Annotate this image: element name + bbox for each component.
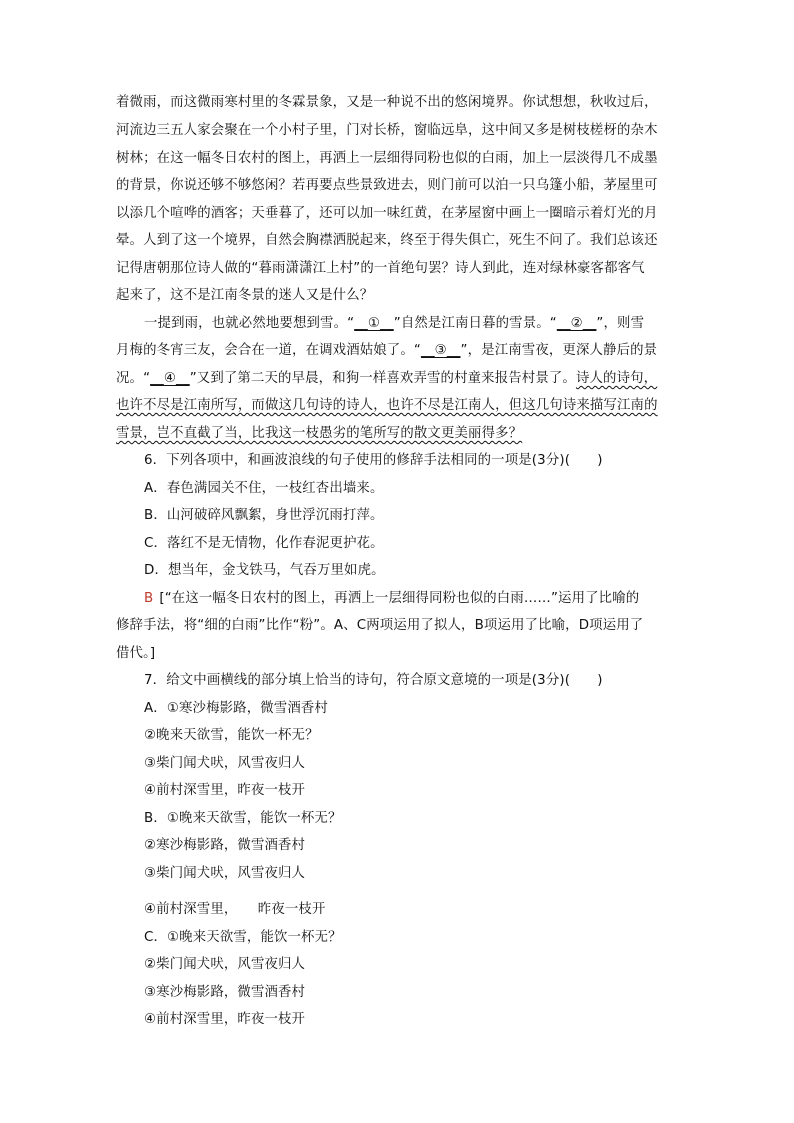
- wavy-underlined-sentence: 也许不尽是江南所写，而做这几句诗的诗人，也许不尽是江南人，但这几句诗来描写江南的: [116, 398, 658, 413]
- passage-line: 记得唐朝那位诗人做的“暮雨潇潇江上村”的一首绝句罢？诗人到此，连对绿林豪客都客气: [116, 261, 645, 276]
- passage-line: 晕。人到了这一个境界，自然会胸襟洒脱起来，终至于得失俱亡，死生不问了。我们总该还: [116, 233, 658, 248]
- blank-2: __②__: [556, 316, 597, 331]
- q7-option-line: ③柴门闻犬吠，风雪夜归人: [144, 756, 306, 771]
- passage-line: 起来了，这不是江南冬景的迷人又是什么？: [116, 288, 374, 303]
- blank-3: __③__: [420, 343, 461, 358]
- q7-option-line: ②晚来天欲雪，能饮一杯无？: [144, 728, 319, 743]
- answer-explanation: 借代。]: [116, 646, 156, 661]
- passage-line: 以添几个喧哗的酒客；天垂暮了，还可以加一味红黄，在茅屋窗中画上一圈暗示着灯光的月: [116, 206, 658, 221]
- q7-option-line: ②寒沙梅影路，微雪酒香村: [144, 838, 306, 853]
- blank-1: __①__: [354, 316, 394, 331]
- answer-explanation: B [“在这一幅冬日农村的图上，再洒上一层细得同粉也似的白雨……”运用了比喻的: [144, 591, 640, 606]
- passage-line: 着微雨，而这微雨寒村里的冬霖景象，又是一种说不出的悠闲境界。你试想想，秋收过后，: [116, 95, 658, 110]
- answer-explanation: 修辞手法，将“细的白雨”比作“粉”。A、C两项运用了拟人，B项运用了比喻，D项运用了: [116, 618, 644, 633]
- passage-line: 一提到雨，也就必然地要想到雪。“__①__”自然是江南日暮的雪景。“__②__”，则雪: [144, 316, 645, 331]
- answer-letter: B: [144, 591, 154, 606]
- option-b: B．山河破碎风飘絮，身世浮沉雨打萍。: [144, 508, 384, 523]
- q7-option-line: ④前村深雪里， 昨夜一枝开: [144, 902, 326, 917]
- question-6-stem: 6．下列各项中，和画波浪线的句子使用的修辞手法相同的一项是(3分)( ): [144, 453, 603, 468]
- wavy-underlined-sentence: 诗人的诗句，: [575, 371, 658, 386]
- q7-option-line: ③寒沙梅影路，微雪酒香村: [144, 985, 306, 1000]
- option-c: C．落红不是无情物，化作春泥更护花。: [144, 536, 384, 551]
- passage-line: 的背景，你说还够不够悠闲？若再要点些景致进去，则门前可以泊一只乌篷小船，茅屋里可: [116, 178, 658, 193]
- passage-line: 况。“__④__”又到了第二天的早晨，和狗一样喜欢弄雪的村童来报告村景了。诗人的诗句，: [116, 371, 658, 386]
- q7-option-line: ④前村深雪里，昨夜一枝开: [144, 783, 306, 798]
- wavy-underlined-sentence: 雪景，岂不直截了当，比我这一枝愚劣的笔所写的散文更美丽得多？: [116, 426, 523, 441]
- q7-option-line: B．①晚来天欲雪，能饮一杯无？: [144, 811, 342, 826]
- passage-line: 树林；在这一幅冬日农村的图上，再洒上一层细得同粉也似的白雨，加上一层淡得几不成墨: [116, 151, 658, 166]
- option-d: D．想当年，金戈铁马，气吞万里如虎。: [144, 563, 385, 578]
- passage-line: 河流边三五人家会聚在一个小村子里，门对长桥，窗临远阜，这中间又多是树枝槎枒的杂木: [116, 123, 658, 138]
- question-7-stem: 7．给文中画横线的部分填上恰当的诗句，符合原文意境的一项是(3分)( ): [144, 673, 603, 688]
- option-a: A．春色满园关不住，一枝红杏出墙来。: [144, 481, 384, 496]
- q7-option-line: A．①寒沙梅影路，微雪酒香村: [144, 701, 328, 716]
- passage-line: 月梅的冬宵三友，会合在一道，在调戏酒姑娘了。“__③__”，是江南雪夜，更深人静后的景: [116, 343, 658, 358]
- q7-option-line: ③柴门闻犬吠，风雪夜归人: [144, 866, 306, 881]
- q7-option-line: C．①晚来天欲雪，能饮一杯无？: [144, 930, 342, 945]
- blank-4: __④__: [150, 371, 190, 386]
- q7-option-line: ④前村深雪里，昨夜一枝开: [144, 1012, 306, 1027]
- q7-option-line: ②柴门闻犬吠，风雪夜归人: [144, 957, 306, 972]
